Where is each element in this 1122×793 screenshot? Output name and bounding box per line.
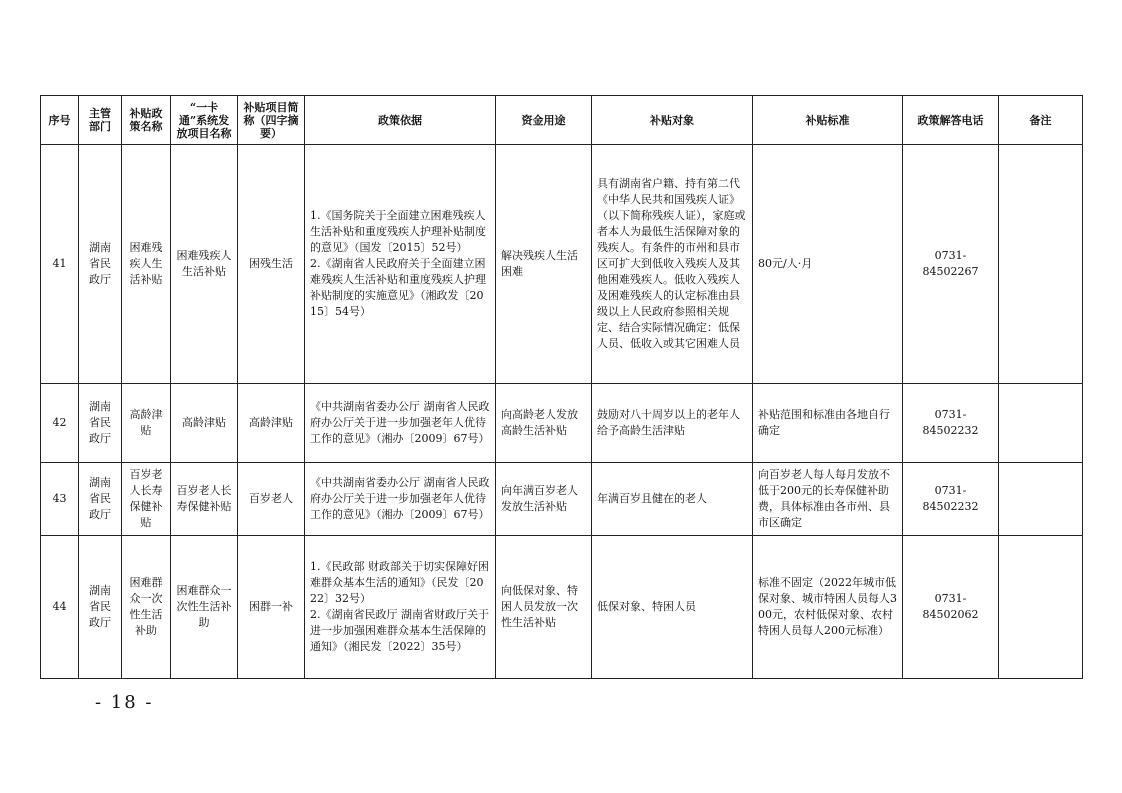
cell-standard: 标准不固定（2022年城市低保对象、城市特困人员每人300元，农村低保对象、农村特困人员每人200元标准） [753, 536, 903, 679]
cell-basis: 1.《国务院关于全面建立困难残疾人生活补贴和重度残疾人护理补贴制度的意见》（国发〔2015〕52号） 2.《湖南省人民政府关于全面建立困难残疾人生活补贴和重度残疾人护理补贴制度的实施意见》（湘政发〔2015〕54号） [305, 145, 496, 384]
cell-basis: 《中共湖南省委办公厅 湖南省人民政府办公厅关于进一步加强老年人优待工作的意见》（湘办〔2009〕67号） [305, 384, 496, 463]
header-phone: 政策解答电话 [903, 96, 999, 145]
cell-no: 42 [41, 384, 79, 463]
cell-dept: 湖南省民政厅 [79, 384, 122, 463]
cell-dept: 湖南省民政厅 [79, 536, 122, 679]
table-row [41, 536, 1083, 679]
cell-dept: 湖南省民政厅 [79, 463, 122, 536]
header-remark: 备注 [999, 96, 1083, 145]
cell-policy-name: 百岁老人长寿保健补贴 [122, 463, 171, 536]
table-row [41, 384, 1083, 463]
cell-target: 具有湖南省户籍、持有第二代《中华人民共和国残疾人证》（以下简称残疾人证），家庭或者本人为最低生活保障对象的残疾人。有条件的市州和县市区可扩大到低收入残疾人及其他困难残疾人。低收入残疾人及困难残疾人的认定标准由县级以上人民政府参照相关规定、结合实际情况确定：低保人员、低收入或其它困难人员 [592, 145, 753, 384]
table-header-row [41, 96, 1083, 145]
cell-use: 解决残疾人生活困难 [496, 145, 592, 384]
cell-target: 鼓励对八十周岁以上的老年人给予高龄生活津贴 [592, 384, 753, 463]
cell-dept: 湖南省民政厅 [79, 145, 122, 384]
header-no: 序号 [41, 96, 79, 145]
cell-use: 向低保对象、特困人员发放一次性生活补贴 [496, 536, 592, 679]
cell-use: 向高龄老人发放高龄生活补贴 [496, 384, 592, 463]
cell-abbr: 困群一补 [238, 536, 305, 679]
cell-abbr: 困残生活 [238, 145, 305, 384]
header-standard: 补贴标准 [753, 96, 903, 145]
cell-system-item: 高龄津贴 [171, 384, 238, 463]
cell-standard: 补贴范围和标准由各地自行确定 [753, 384, 903, 463]
table-row [41, 145, 1083, 384]
cell-phone: 0731-84502062 [903, 536, 999, 679]
cell-system-item: 困难残疾人生活补贴 [171, 145, 238, 384]
table-row [41, 463, 1083, 536]
cell-use: 向年满百岁老人发放生活补贴 [496, 463, 592, 536]
cell-remark [999, 384, 1083, 463]
cell-standard: 向百岁老人每人每月发放不低于200元的长寿保健补助费，具体标准由各市州、县市区确定 [753, 463, 903, 536]
policy-table [40, 95, 1083, 679]
header-target: 补贴对象 [592, 96, 753, 145]
cell-target: 低保对象、特困人员 [592, 536, 753, 679]
cell-system-item: 百岁老人长寿保健补贴 [171, 463, 238, 536]
cell-policy-name: 困难残疾人生活补贴 [122, 145, 171, 384]
header-use: 资金用途 [496, 96, 592, 145]
cell-remark [999, 463, 1083, 536]
header-dept: 主管部门 [79, 96, 122, 145]
cell-remark [999, 145, 1083, 384]
cell-no: 44 [41, 536, 79, 679]
cell-phone: 0731-84502232 [903, 463, 999, 536]
cell-no: 43 [41, 463, 79, 536]
cell-policy-name: 困难群众一次性生活补助 [122, 536, 171, 679]
cell-no: 41 [41, 145, 79, 384]
header-system-item: “一卡通”系统发放项目名称 [171, 96, 238, 145]
cell-basis: 1.《民政部 财政部关于切实保障好困难群众基本生活的通知》（民发〔2022〕32号） 2.《湖南省民政厅 湖南省财政厅关于进一步加强困难群众基本生活保障的通知》（湘民发〔2022〕35号） [305, 536, 496, 679]
cell-phone: 0731-84502232 [903, 384, 999, 463]
header-basis: 政策依据 [305, 96, 496, 145]
header-abbr: 补贴项目简称（四字摘要） [238, 96, 305, 145]
header-policy-name: 补贴政策名称 [122, 96, 171, 145]
cell-abbr: 高龄津贴 [238, 384, 305, 463]
cell-system-item: 困难群众一次性生活补助 [171, 536, 238, 679]
cell-phone: 0731-84502267 [903, 145, 999, 384]
cell-remark [999, 536, 1083, 679]
page-number: - 18 - [95, 692, 154, 713]
cell-target: 年满百岁且健在的老人 [592, 463, 753, 536]
cell-abbr: 百岁老人 [238, 463, 305, 536]
cell-basis: 《中共湖南省委办公厅 湖南省人民政府办公厅关于进一步加强老年人优待工作的意见》（湘办〔2009〕67号） [305, 463, 496, 536]
cell-standard: 80元/人·月 [753, 145, 903, 384]
cell-policy-name: 高龄津贴 [122, 384, 171, 463]
